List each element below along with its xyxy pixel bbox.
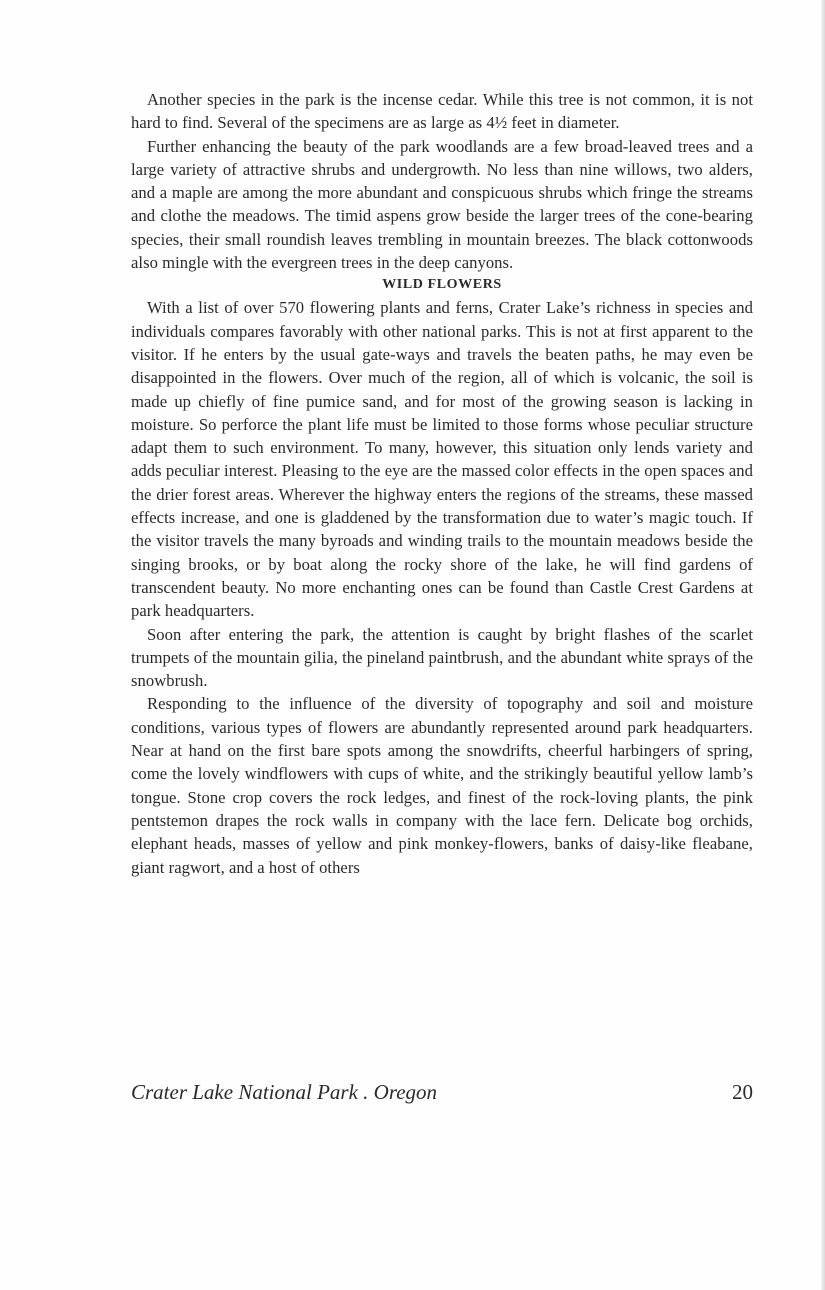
running-title: Crater Lake National Park . Oregon — [131, 1080, 438, 1104]
paragraph-incense-cedar: Another species in the park is the incense cedar. While this tree is not common, it is not hard to find. Several of the specimens are as large as 4½ feet in diameter. — [131, 90, 753, 133]
section-heading-wild-flowers: WILD FLOWERS — [382, 277, 502, 293]
page-footer — [131, 1080, 753, 1110]
page-edge — [821, 0, 825, 1290]
paragraph-scarlet-trumpets: Soon after entering the park, the attention is caught by bright flashes of the scarlet trumpets of the mountain gilia, the pineland paintbrush, and the abundant white sprays of the snowbrush. — [131, 624, 753, 691]
paragraph-broadleaved-trees: Further enhancing the beauty of the park woodlands are a few broad-leaved trees and a large variety of attractive shrubs and undergrowth. No less than nine willows, two alders, and a maple are among the more abundant and conspicuous shrubs which fringe the streams and clothe the meadows. The timid aspens grow beside the larger trees of the cone-bearing species, their small roundish leaves trembling in mountain breezes. The black cottonwoods also mingle with the evergreen trees in the deep canyons. — [131, 136, 753, 273]
body-text — [131, 88, 753, 879]
page-number: 20 — [732, 1080, 753, 1104]
paragraph-park-headquarters-flowers: Responding to the influence of the diversity of topography and soil and moisture conditions, various types of flowers are abundantly represented around park headquarters. Near at hand on the first bare spots among the snowdrifts, cheerful harbingers of spring, come the lovely windflowers with cups of white, and the strikingly beautiful yellow lamb’s tongue. Stone crop covers the rock ledges, and finest of the rock-loving plants, the pink pentstemon drapes the rock walls in company with the lace fern. Delicate bog orchids, elephant heads, masses of yellow and pink monkey-flowers, banks of daisy-like fleabane, giant ragwort, and a host of others — [131, 694, 753, 877]
paragraph-flowering-plants: With a list of over 570 flowering plants and ferns, Crater Lake’s richness in species and individuals compares favorably with other national parks. This is not at first apparent to the visitor. If he enters by the usual gate-ways and travels the beaten paths, he may even be disappointed in the flowers. Over much of the region, all of which is volcanic, the soil is made up chiefly of fine pumice sand, and for most of the growing season is lacking in moisture. So perforce the plant life must be limited to those forms whose peculiar structure adapt them to such environment. To many, however, this situation only lends variety and adds peculiar interest. Pleasing to the eye are the massed color effects in the open spaces and the drier forest areas. Wherever the highway enters the regions of the streams, these massed effects increase, and one is gladdened by the transformation due to water’s magic touch. If the visitor travels the many byroads and winding trails to the mountain meadows beside the singing brooks, or by boat along the rocky shore of the lake, he will find gardens of transcendent beauty. No more enchanting ones can be found than Castle Crest Gardens at park headquarters. — [131, 298, 753, 621]
